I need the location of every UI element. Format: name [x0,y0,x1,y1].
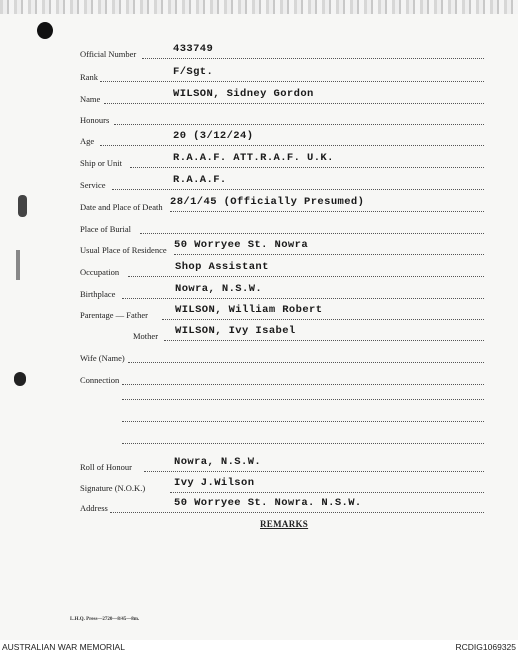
footer-bar [0,640,518,654]
field-label: Official Number [80,49,137,59]
field-wife [0,347,518,367]
field-label: Honours [80,115,110,125]
field-occupation [0,261,518,281]
field-value: Nowra, N.S.W. [174,456,262,468]
field-label: Age [80,136,95,146]
dotted-line [114,124,484,125]
field-honours [0,109,518,129]
field-label: Date and Place of Death [80,202,163,212]
dotted-line [170,492,484,493]
dotted-line [140,233,484,234]
field-label: Service [80,180,106,190]
field-label: Birthplace [80,289,116,299]
dotted-line [170,211,484,212]
continuation-line [122,443,484,444]
field-value: 50 Worryee St. Nowra [174,239,309,251]
remarks-heading: REMARKS [260,519,309,529]
field-label: Parentage — Father [80,310,148,320]
field-value: WILSON, William Robert [175,304,323,316]
field-roll-of-honour [0,456,518,476]
field-label: Mother [133,331,159,341]
field-age [0,130,518,150]
footer-source: AUSTRALIAN WAR MEMORIAL [2,642,125,652]
dotted-line [112,189,484,190]
field-value: 28/1/45 (Officially Presumed) [170,196,365,208]
field-label: Usual Place of Residence [80,245,167,255]
field-mother [0,325,518,345]
field-value: 433749 [173,43,214,55]
field-value: Ivy J.Wilson [174,477,255,489]
field-label: Wife (Name) [80,353,125,363]
field-label: Signature (N.O.K.) [80,483,146,493]
field-ship-or-unit [0,152,518,172]
dotted-line [164,340,484,341]
field-value: 20 (3/12/24) [173,130,254,142]
dotted-line [110,512,484,513]
dotted-line [162,319,484,320]
dotted-line [128,362,484,363]
field-label: Roll of Honour [80,462,132,472]
field-value: Nowra, N.S.W. [175,283,263,295]
field-rank [0,66,518,86]
field-value: WILSON, Ivy Isabel [175,325,296,337]
field-label: Occupation [80,267,120,277]
field-birthplace [0,283,518,303]
scan-top-edge [0,0,518,14]
field-label: Name [80,94,101,104]
field-service [0,174,518,194]
field-value: R.A.A.F. ATT.R.A.F. U.K. [173,152,334,164]
field-label: Ship or Unit [80,158,123,168]
dotted-line [130,167,484,168]
field-value: F/Sgt. [173,66,214,78]
field-address [0,497,518,517]
dotted-line [100,145,484,146]
dotted-line [144,471,484,472]
punch-hole [37,22,53,39]
field-label: Address [80,503,108,513]
field-usual-residence [0,239,518,259]
field-father [0,304,518,324]
footer-record-id: RCDIG1069325 [455,642,516,652]
field-signature-nok [0,477,518,497]
field-place-of-burial [0,218,518,238]
dotted-line [122,384,484,385]
field-official-number [0,43,518,63]
dotted-line [122,298,484,299]
field-value: WILSON, Sidney Gordon [173,88,314,100]
field-date-place-of-death [0,196,518,216]
field-value: R.A.A.F. [173,174,227,186]
continuation-line [122,399,484,400]
field-value: 50 Worryee St. Nowra. N.S.W. [174,497,362,509]
field-name [0,88,518,108]
printer-imprint: L.H.Q. Press—2720—8/45—8m. [70,617,140,622]
dotted-line [174,254,484,255]
field-label: Connection [80,375,120,385]
continuation-line [122,421,484,422]
field-label: Rank [80,72,98,82]
field-value: Shop Assistant [175,261,269,273]
dotted-line [128,276,484,277]
field-connection [0,369,518,389]
dotted-line [100,81,484,82]
dotted-line [104,103,484,104]
dotted-line [142,58,484,59]
field-label: Place of Burial [80,224,131,234]
